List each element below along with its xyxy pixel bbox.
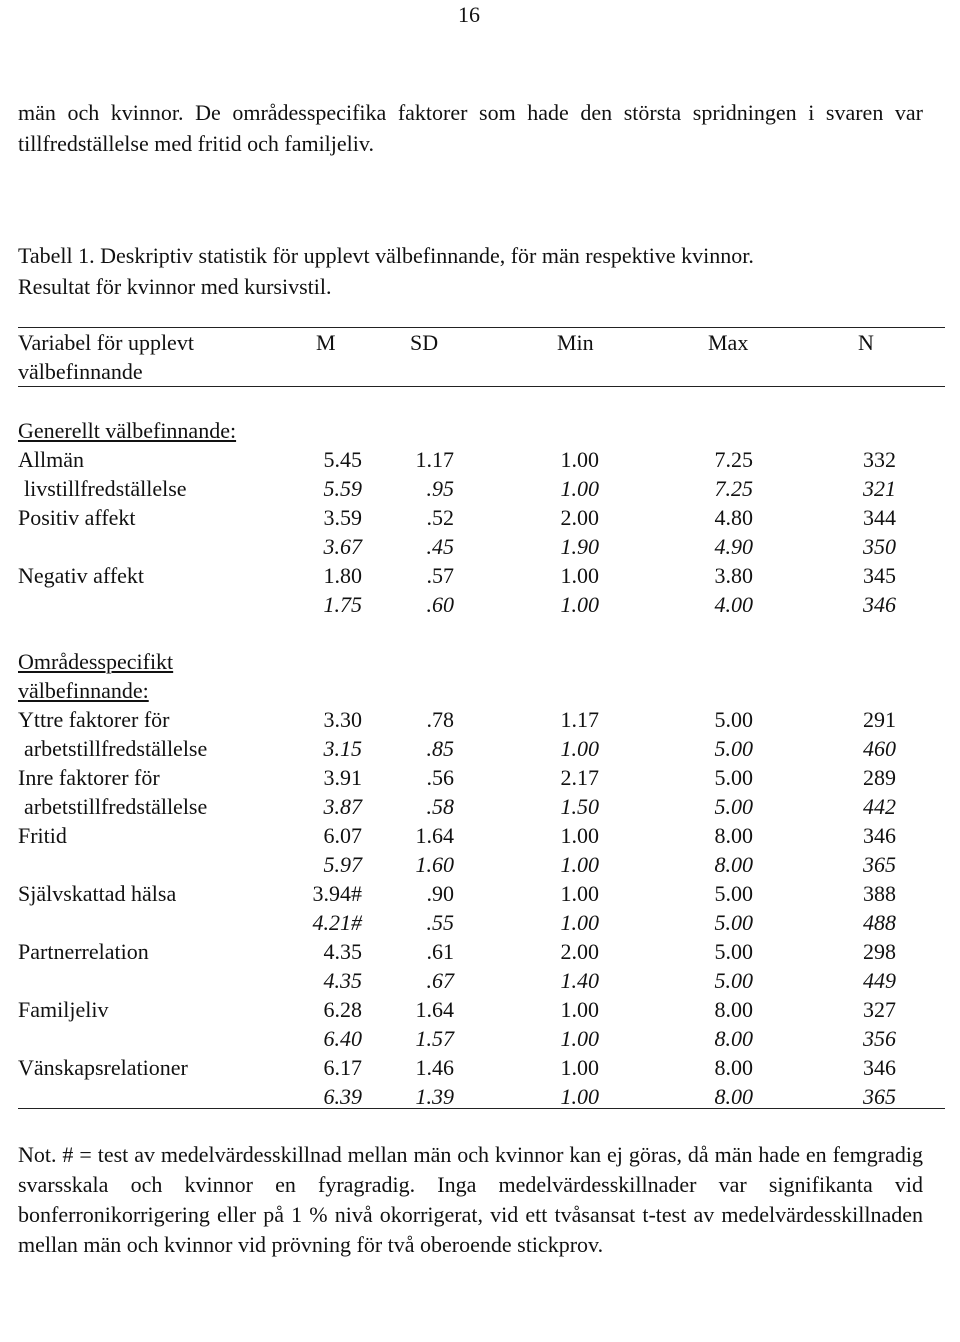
section-title-general: Generellt välbefinnande: [18,418,237,443]
cell-mean: 1.80 [323,563,362,588]
caption-line-1: Tabell 1. Deskriptiv statistik för upplevt välbefinnande, för män respektive kvinnor. [18,243,754,268]
row-label: arbetstillfredställelse [24,736,208,761]
cell-max: 4.00 [714,592,753,617]
cell-max: 8.00 [714,1026,753,1051]
cell-sd: 1.39 [415,1084,454,1109]
cell-min: 1.50 [560,794,599,819]
header-variable-line-2: välbefinnande [18,359,143,384]
cell-min: 2.00 [560,939,599,964]
cell-n: 350 [863,534,896,559]
row-label: Partnerrelation [18,939,149,964]
cell-n: 332 [863,447,896,472]
cell-mean: 3.91 [323,765,362,790]
cell-max: 5.00 [714,939,753,964]
cell-mean: 3.30 [323,707,362,732]
cell-max: 3.80 [714,563,753,588]
cell-max: 4.80 [714,505,753,530]
row-label: Vänskapsrelationer [18,1055,188,1080]
cell-max: 5.00 [714,881,753,906]
cell-sd: .85 [426,736,454,761]
cell-n: 365 [863,1084,896,1109]
cell-mean: 3.15 [323,736,362,761]
table-row [0,532,960,561]
cell-sd: .78 [426,707,454,732]
row-label: Yttre faktorer för [18,707,170,732]
cell-min: 1.40 [560,968,599,993]
cell-min: 1.90 [560,534,599,559]
table-row [0,1024,960,1053]
cell-sd: .55 [426,910,454,935]
cell-min: 1.00 [560,563,599,588]
header-variable-line-1: Variabel för upplevt [18,330,194,355]
table-row [0,445,960,474]
cell-sd: .60 [426,592,454,617]
cell-n: 346 [863,1055,896,1080]
cell-n: 346 [863,823,896,848]
table-row [0,503,960,532]
table-row [0,908,960,937]
cell-n: 327 [863,997,896,1022]
row-label: Negativ affekt [18,563,145,588]
table-row [0,995,960,1024]
row-label: livstillfredställelse [24,476,187,501]
cell-mean: 5.59 [323,476,362,501]
cell-max: 8.00 [714,1055,753,1080]
cell-max: 5.00 [714,765,753,790]
cell-n: 346 [863,592,896,617]
cell-n: 442 [863,794,896,819]
cell-n: 289 [863,765,896,790]
cell-min: 2.00 [560,505,599,530]
cell-min: 1.00 [560,1055,599,1080]
cell-max: 7.25 [714,447,753,472]
intro-paragraph: män och kvinnor. De områdesspecifika faktorer som hade den största spridningen i svaren var tillfredställelse med fritid och familjeliv. [18,100,923,156]
cell-sd: 1.60 [415,852,454,877]
note-paragraph: Not. # = test av medelvärdesskillnad mellan män och kvinnor kan ej göras, då män hade en femgradig svarsskala och kvinnor en fyragradig. Inga medelvärdesskillnader var signifikanta vid bonferronikorrigering eller på 1 % nivå okorrigerat, vid ett tvåsansat t-test av medelvärdesskillnaden mellan män och kvinnor vid prövning för två oberoende stickprov. [18,1142,923,1257]
cell-sd: .45 [426,534,454,559]
row-label: Allmän [18,447,84,472]
cell-mean: 3.94# [312,881,362,906]
cell-min: 1.00 [560,997,599,1022]
cell-sd: .67 [426,968,454,993]
cell-mean: 4.35 [323,968,362,993]
table-row [0,792,960,821]
cell-n: 388 [863,881,896,906]
cell-max: 8.00 [714,1084,753,1109]
cell-sd: 1.57 [415,1026,454,1051]
cell-mean: 3.67 [323,534,362,559]
cell-mean: 6.17 [323,1055,362,1080]
table-row [0,705,960,734]
cell-max: 5.00 [714,910,753,935]
table-row [0,763,960,792]
row-label: Inre faktorer för [18,765,160,790]
cell-n: 321 [863,476,896,501]
cell-min: 1.00 [560,736,599,761]
cell-min: 2.17 [560,765,599,790]
table-row [0,821,960,850]
section-title-domain-line-1: Områdesspecifikt [18,649,174,674]
cell-sd: .90 [426,881,454,906]
cell-mean: 5.97 [323,852,362,877]
header-min: Min [557,330,594,355]
header-max: Max [708,330,749,355]
row-label: arbetstillfredställelse [24,794,208,819]
cell-sd: .57 [426,563,454,588]
cell-sd: .52 [426,505,454,530]
cell-mean: 3.87 [323,794,362,819]
header-m: M [316,330,336,355]
cell-sd: 1.64 [415,997,454,1022]
cell-min: 1.00 [560,910,599,935]
table-row [0,937,960,966]
cell-min: 1.17 [560,707,599,732]
cell-n: 298 [863,939,896,964]
cell-mean: 5.45 [323,447,362,472]
cell-min: 1.00 [560,1084,599,1109]
cell-n: 344 [863,505,896,530]
row-label: Fritid [18,823,67,848]
cell-sd: .56 [426,765,454,790]
cell-n: 460 [863,736,896,761]
cell-max: 8.00 [714,852,753,877]
table-row [0,879,960,908]
page-number: 16 [458,2,480,27]
cell-mean: 6.28 [323,997,362,1022]
caption-line-2: Resultat för kvinnor med kursivstil. [18,274,332,299]
table-row [0,850,960,879]
cell-mean: 1.75 [323,592,362,617]
cell-max: 5.00 [714,707,753,732]
cell-max: 5.00 [714,794,753,819]
table-row [0,561,960,590]
cell-min: 1.00 [560,823,599,848]
table-row [0,1082,960,1111]
cell-max: 5.00 [714,968,753,993]
row-label: Familjeliv [18,997,109,1022]
cell-mean: 6.39 [323,1084,362,1109]
cell-max: 8.00 [714,997,753,1022]
table-row [0,474,960,503]
cell-min: 1.00 [560,447,599,472]
cell-sd: .95 [426,476,454,501]
cell-n: 356 [863,1026,896,1051]
cell-min: 1.00 [560,476,599,501]
table-row [0,734,960,763]
cell-sd: .61 [426,939,454,964]
cell-max: 4.90 [714,534,753,559]
cell-mean: 4.35 [323,939,362,964]
cell-n: 345 [863,563,896,588]
table-bottom-rule [18,1108,945,1109]
header-n: N [858,330,874,355]
cell-max: 7.25 [714,476,753,501]
cell-n: 488 [863,910,896,935]
cell-sd: 1.46 [415,1055,454,1080]
cell-n: 449 [863,968,896,993]
table-row [0,1053,960,1082]
cell-mean: 6.07 [323,823,362,848]
cell-min: 1.00 [560,881,599,906]
cell-sd: .58 [426,794,454,819]
row-label: Positiv affekt [18,505,136,530]
row-label: Självskattad hälsa [18,881,177,906]
cell-min: 1.00 [560,1026,599,1051]
cell-n: 291 [863,707,896,732]
header-sd: SD [410,330,439,355]
section-title-domain-line-2: välbefinnande: [18,678,149,703]
cell-max: 8.00 [714,823,753,848]
cell-sd: 1.64 [415,823,454,848]
cell-sd: 1.17 [415,447,454,472]
cell-mean: 3.59 [323,505,362,530]
cell-max: 5.00 [714,736,753,761]
cell-n: 365 [863,852,896,877]
cell-mean: 6.40 [323,1026,362,1051]
table-row [0,966,960,995]
table-row [0,590,960,619]
cell-min: 1.00 [560,852,599,877]
cell-min: 1.00 [560,592,599,617]
cell-mean: 4.21# [312,910,362,935]
